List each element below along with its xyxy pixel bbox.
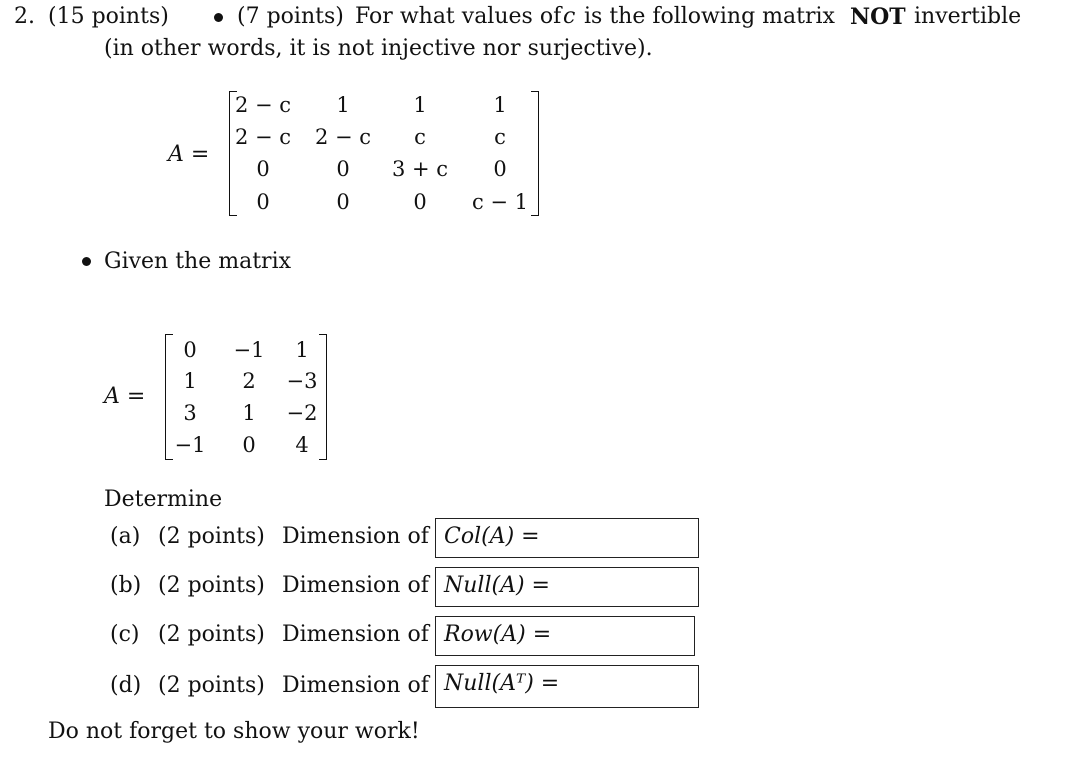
determine-label: Determine xyxy=(104,487,223,512)
matrix-cell: −3 xyxy=(286,369,318,393)
matrix-cell: 0 xyxy=(336,157,350,181)
item-points: (2 points) xyxy=(158,573,265,598)
part1-var: c xyxy=(563,4,576,29)
matrix-cell: 1 xyxy=(183,369,197,393)
answer-box-null-transpose[interactable] xyxy=(435,665,699,708)
item-text: Dimension of xyxy=(282,524,429,549)
item-points: (2 points) xyxy=(158,673,265,698)
part2-intro: Given the matrix xyxy=(104,249,292,274)
item-tag: (c) xyxy=(110,622,140,647)
matrix-cell: 3 + c xyxy=(391,157,449,181)
item-text: Dimension of xyxy=(282,673,429,698)
matrix-cell: 0 xyxy=(183,338,197,362)
matrix-cell: 0 xyxy=(256,190,270,214)
part1-line2: (in other words, it is not injective nor surjective). xyxy=(104,36,653,61)
matrix1-label: A = xyxy=(168,142,210,167)
matrix-cell: 0 xyxy=(493,157,507,181)
item-points: (2 points) xyxy=(158,622,265,647)
item-text: Dimension of xyxy=(282,622,429,647)
item-expr: Null(A) = xyxy=(444,573,550,598)
matrix-cell: c − 1 xyxy=(471,190,529,214)
problem-points: (15 points) xyxy=(48,4,169,29)
matrix-cell: 3 xyxy=(183,401,197,425)
bullet-icon xyxy=(82,257,91,266)
item-text: Dimension of xyxy=(282,573,429,598)
part1-question-mid: is the following matrix xyxy=(584,4,835,29)
footer-note: Do not forget to show your work! xyxy=(48,719,420,744)
part1-points: (7 points) xyxy=(237,4,344,29)
matrix-cell: −2 xyxy=(286,401,318,425)
item-tag: (b) xyxy=(110,573,142,598)
matrix-cell: −1 xyxy=(174,433,206,457)
matrix-cell: 1 xyxy=(493,93,507,117)
matrix-cell: 0 xyxy=(336,190,350,214)
item-points: (2 points) xyxy=(158,524,265,549)
matrix-cell: 0 xyxy=(242,433,256,457)
answer-box-null[interactable] xyxy=(435,567,699,607)
matrix-cell: c xyxy=(494,125,506,149)
item-tag: (d) xyxy=(110,673,142,698)
matrix-cell: 1 xyxy=(336,93,350,117)
matrix-cell: c xyxy=(414,125,426,149)
matrix-cell: 0 xyxy=(256,157,270,181)
matrix-cell: 2 − c xyxy=(234,93,292,117)
matrix-cell: 2 xyxy=(242,369,256,393)
matrix-cell: 2 − c xyxy=(314,125,372,149)
bullet-icon xyxy=(214,13,223,22)
answer-box-col[interactable] xyxy=(435,518,699,558)
problem-number: 2. xyxy=(14,4,35,29)
part1-question-pre: For what values of xyxy=(355,4,562,29)
matrix-cell: 0 xyxy=(413,190,427,214)
matrix-cell: −1 xyxy=(233,338,265,362)
matrix-cell: 2 − c xyxy=(234,125,292,149)
matrix2-label: A = xyxy=(104,384,146,409)
item-tag: (a) xyxy=(110,524,141,549)
part1-question-post: invertible xyxy=(914,4,1022,29)
item-expr: Null(Aᵀ) = xyxy=(444,671,560,696)
part1-emph: NOT xyxy=(850,4,906,30)
matrix-cell: 1 xyxy=(295,338,309,362)
matrix-cell: 4 xyxy=(295,433,309,457)
matrix-cell: 1 xyxy=(242,401,256,425)
item-expr: Col(A) = xyxy=(444,524,540,549)
matrix-cell: 1 xyxy=(413,93,427,117)
answer-box-row[interactable] xyxy=(435,616,695,656)
item-expr: Row(A) = xyxy=(444,622,552,647)
